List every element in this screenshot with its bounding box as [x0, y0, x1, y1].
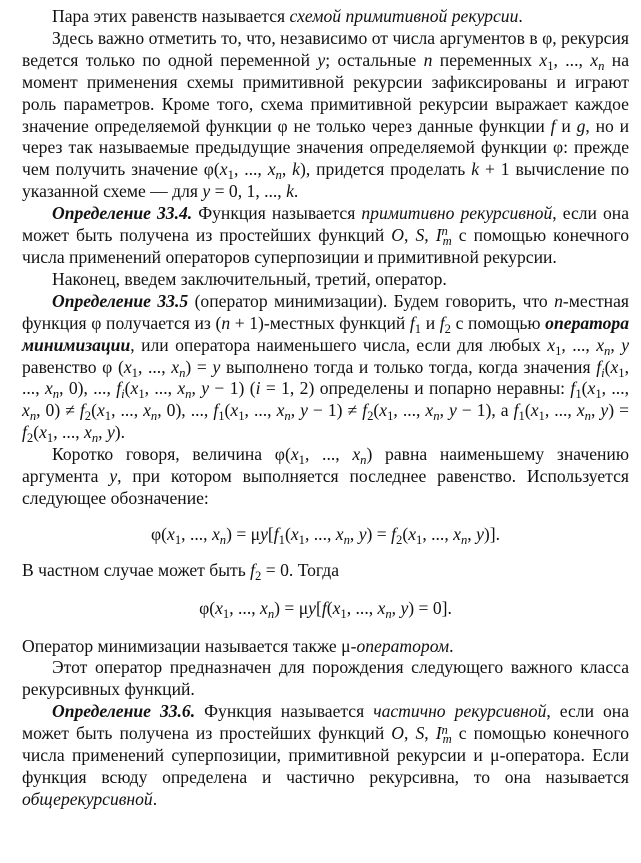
text-segment: , при котором выполняется последнее равенство. Используется следующее обозначение:	[22, 466, 629, 508]
text-segment: n	[584, 409, 591, 424]
text-segment: ; остальные	[325, 49, 424, 70]
text-segment: .	[449, 635, 454, 656]
text-segment: [	[267, 523, 274, 544]
text-segment: с помощью	[450, 312, 546, 333]
text-segment: n	[598, 58, 605, 73]
text-segment: f	[213, 400, 219, 421]
text-segment: k	[286, 181, 294, 202]
text-segment: 2	[444, 321, 451, 336]
text-segment: (	[373, 400, 380, 421]
text-segment: ,	[590, 400, 601, 421]
text-segment: , ...,	[137, 356, 172, 377]
text-segment: S	[415, 225, 425, 246]
text-segment: ) = 0].	[408, 597, 452, 618]
text-segment: n	[433, 409, 440, 424]
text-segment: .	[152, 788, 158, 809]
text-segment: ) =	[608, 400, 629, 421]
text-segment: x	[143, 400, 151, 421]
text-segment: x	[177, 378, 186, 399]
text-segment: 1	[104, 409, 112, 424]
text-segment: примитивно рекурсивной	[361, 203, 553, 224]
text-segment: Наконец, введем заключительный, третий, оператор.	[52, 268, 447, 289]
text-segment: x	[167, 523, 175, 544]
text-segment: 1	[414, 321, 422, 336]
text-segment: y	[109, 466, 118, 487]
text-segment: n	[554, 290, 563, 311]
text-segment: x	[377, 597, 386, 618]
paragraph-p3	[22, 203, 629, 269]
text-segment: f	[362, 400, 368, 421]
text-segment: -местная функция φ получается из (	[22, 290, 629, 333]
text-segment: оператором	[356, 635, 450, 656]
text-segment: n	[150, 409, 158, 424]
text-segment: , но и через так называемые предыдущие значения определяемой функции φ: прежде чем получить значение φ(	[22, 115, 629, 180]
text-segment: f	[513, 400, 519, 421]
text-segment: (оператор минимизации). Будем говорить, что	[188, 290, 555, 311]
text-segment: , ...,	[346, 597, 378, 618]
text-segment: y	[212, 356, 221, 377]
text-segment: x	[171, 356, 180, 377]
text-segment: 1	[227, 168, 234, 183]
text-segment: ), придется проделать	[299, 159, 472, 180]
text-segment: 1	[547, 58, 554, 73]
text-segment: x	[408, 523, 416, 544]
text-segment: ,	[290, 400, 301, 421]
text-segment: x	[587, 378, 596, 399]
text-segment: n	[221, 312, 231, 333]
text-segment: n	[52, 387, 60, 402]
text-segment: .	[293, 181, 299, 202]
text-segment: x	[332, 597, 341, 618]
text-segment: 1	[238, 409, 245, 424]
text-segment: n	[91, 431, 99, 446]
definition-label: Определение 33.6.	[52, 701, 196, 722]
text-segment: y	[260, 523, 268, 544]
formula-f2	[22, 598, 629, 620]
text-segment: (	[33, 422, 40, 443]
text-segment: 2	[367, 409, 374, 424]
text-segment: x	[22, 400, 30, 421]
text-segment: O	[391, 225, 405, 246]
text-segment: f	[273, 523, 279, 544]
text-segment: (	[326, 597, 333, 618]
text-segment: , ...,	[144, 378, 178, 399]
text-segment: с помощью конечного числа применений суперпозиции, примитивной рекурсии и μ-оператора. Если функция всюду определена и частично рекурсивна, то она называется	[22, 723, 630, 787]
text-segment: f	[22, 422, 27, 443]
text-segment: x	[596, 334, 605, 355]
text-segment: + 1 вычисление по указанной схеме — для	[22, 159, 629, 202]
text-segment: 1	[46, 431, 54, 446]
text-segment: ) =	[366, 523, 392, 544]
text-segment: Пара этих равенств называется	[52, 6, 290, 26]
text-segment: − 1) (	[209, 378, 256, 399]
text-segment: n	[441, 722, 448, 737]
text-segment: x	[96, 400, 105, 421]
text-segment: f	[596, 356, 602, 377]
text-segment: f	[570, 378, 576, 399]
text-segment: ,	[610, 334, 622, 355]
text-segment: n	[267, 606, 275, 621]
text-segment: f	[79, 400, 85, 421]
text-segment: f	[391, 523, 396, 544]
text-segment: 2	[396, 532, 403, 547]
text-segment: n	[441, 224, 448, 239]
text-segment: φ(	[150, 523, 167, 544]
text-segment: Функция называется	[195, 701, 374, 722]
text-segment: y	[317, 49, 326, 70]
text-segment: 1	[174, 532, 182, 547]
text-segment: n	[604, 343, 611, 358]
text-segment: x	[539, 49, 548, 70]
text-segment: , ...,	[304, 523, 336, 544]
text-segment: y	[476, 523, 484, 544]
paragraph-p1	[22, 6, 629, 28]
text-segment: n	[385, 606, 392, 621]
text-segment: общерекурсивной	[22, 788, 153, 809]
text-segment: , ...,	[553, 49, 591, 70]
text-segment: 1	[595, 387, 602, 402]
text-segment: (	[284, 523, 291, 544]
text-segment: O	[391, 723, 405, 744]
text-segment: , ...,	[53, 422, 85, 443]
text-segment: Коротко говоря, величина φ(	[52, 444, 291, 465]
text-segment: φ(	[199, 597, 216, 618]
text-segment: ) = μ	[226, 523, 261, 544]
text-segment: n	[185, 387, 192, 402]
text-segment: ,	[191, 378, 202, 399]
text-segment: 1	[555, 343, 562, 358]
text-segment: ,	[467, 523, 477, 544]
text-segment: y	[400, 597, 409, 618]
text-segment: , если она может быть получена из простейших функций	[22, 203, 630, 246]
text-segment: , ...,	[601, 378, 629, 399]
text-segment: y	[448, 400, 457, 421]
text-segment: ,	[404, 225, 416, 246]
text-segment: x	[230, 400, 239, 421]
text-segment: с помощью конечного числа применений операторов суперпозиции и примитивной рекурсии.	[22, 225, 630, 267]
text-segment: x	[610, 356, 619, 377]
text-segment: x	[39, 422, 47, 443]
text-segment: f	[409, 312, 415, 333]
text-segment: 1	[387, 409, 394, 424]
formula-f1	[22, 524, 629, 546]
text-segment: , если она может быть получена из простейших функций	[22, 701, 630, 744]
text-segment: x	[219, 159, 228, 180]
text-segment: = 1, 2) определены и попарно неравны:	[260, 378, 571, 399]
text-segment: ,	[349, 523, 359, 544]
text-segment: и	[555, 115, 577, 136]
text-segment: y	[202, 181, 211, 202]
definition-label: Определение 33.4.	[52, 203, 193, 224]
paragraph-p9	[22, 657, 629, 701]
text-segment: , ...,	[181, 523, 212, 544]
text-segment: , 0), ...,	[157, 400, 214, 421]
text-segment: В частном случае может быть	[22, 559, 251, 580]
text-segment: равенство φ (	[22, 356, 124, 377]
text-segment: x	[84, 422, 92, 443]
text-segment: ) = μ	[274, 597, 309, 618]
text-segment: y	[201, 378, 210, 399]
text-segment: m	[442, 732, 452, 747]
text-segment: ,	[424, 723, 436, 744]
text-segment: , ...,	[111, 400, 144, 421]
text-segment: x	[425, 400, 434, 421]
text-segment: выполнено тогда и только тогда, когда значения	[220, 356, 597, 377]
text-segment: 1	[538, 409, 545, 424]
paragraph-p6	[22, 444, 629, 510]
text-segment: y	[308, 597, 316, 618]
text-segment: n	[29, 409, 37, 424]
text-segment: k	[292, 159, 300, 180]
text-segment: + 1)-местных функций	[230, 312, 410, 333]
text-segment: 1	[416, 532, 423, 547]
text-segment: y	[358, 523, 367, 544]
text-segment: x	[530, 400, 539, 421]
text-segment: n	[460, 532, 468, 547]
text-segment: k	[471, 159, 480, 180]
text-segment: (	[402, 523, 409, 544]
text-segment: i	[255, 378, 261, 399]
text-segment: y	[300, 400, 308, 421]
text-segment: на момент применения схемы примитивной рекурсии зафиксированы и играют роль параметров. Кроме того, схема примитивной рекурсии выражает каждое значение определяемой функции φ не только через данные функции	[22, 49, 630, 136]
text-segment: ,	[439, 400, 449, 421]
text-segment: , ...,	[233, 159, 268, 180]
text-segment: x	[335, 523, 344, 544]
text-segment: n	[219, 532, 227, 547]
text-segment: f	[439, 312, 445, 333]
text-segment: , ...,	[422, 523, 454, 544]
text-segment: x	[547, 334, 556, 355]
text-segment: , ...,	[561, 334, 597, 355]
text-segment: x	[352, 444, 361, 465]
text-segment: x	[290, 444, 299, 465]
text-segment: , ...,	[544, 400, 577, 421]
text-segment: S	[415, 723, 425, 744]
paragraph-p4	[22, 269, 629, 291]
text-segment: переменных	[432, 49, 540, 70]
text-segment: ,	[404, 723, 416, 744]
text-segment: 1	[218, 409, 225, 424]
text-segment: схемой примитивной рекурсии	[289, 6, 519, 26]
text-segment: , или оператора наименьшего числа, если для любых	[130, 334, 548, 355]
text-segment: ,	[391, 597, 401, 618]
text-segment: 1	[575, 387, 582, 402]
paragraph-p5	[22, 291, 629, 444]
text-segment: ) =	[185, 356, 213, 377]
text-segment: 2	[84, 409, 92, 424]
text-segment: x	[215, 597, 223, 618]
text-segment: ,	[98, 422, 107, 443]
text-segment: = 0. Тогда	[261, 559, 340, 580]
text-segment: (	[224, 400, 231, 421]
text-segment: n	[343, 532, 350, 547]
text-segment: x	[267, 159, 276, 180]
text-segment: x	[260, 597, 268, 618]
text-segment: x	[44, 378, 53, 399]
text-segment: n	[275, 168, 282, 183]
text-segment: x	[211, 523, 220, 544]
text-segment: (	[91, 400, 97, 421]
text-segment: 1	[131, 365, 138, 380]
paragraph-p8	[22, 636, 629, 658]
text-segment: 1	[298, 453, 305, 468]
text-segment: ).	[114, 422, 126, 443]
text-segment: − 1) ≠	[307, 400, 363, 421]
text-segment: Здесь важно отметить то, что, независимо от числа аргументов в φ, рекурсия ведется только по одной переменной	[22, 27, 629, 70]
text-segment: x	[276, 400, 285, 421]
text-segment: (	[604, 356, 611, 377]
text-segment: 1	[340, 606, 347, 621]
text-segment: (	[124, 378, 131, 399]
text-segment: , ...,	[244, 400, 277, 421]
text-segment: i	[601, 365, 605, 380]
text-segment: 1	[518, 409, 525, 424]
text-segment: y	[600, 400, 609, 421]
text-segment: )].	[483, 523, 500, 544]
text-segment: и	[421, 312, 440, 333]
text-segment: ) равна наименьшему значению аргумента	[22, 444, 629, 487]
text-segment: x	[123, 356, 132, 377]
text-segment: g	[576, 115, 586, 136]
text-segment: x	[130, 378, 139, 399]
text-segment: [	[315, 597, 322, 618]
text-segment: y	[106, 422, 115, 443]
text-segment: , 0) ≠	[36, 400, 80, 421]
text-segment: (	[524, 400, 531, 421]
text-segment: , ...,	[393, 400, 426, 421]
text-segment: , ...,	[229, 597, 261, 618]
text-segment: f	[321, 597, 327, 618]
text-segment: ,	[424, 225, 436, 246]
text-segment: 2	[255, 568, 262, 583]
text-segment: f	[116, 378, 122, 399]
text-segment: (	[581, 378, 588, 399]
text-segment: x	[576, 400, 585, 421]
text-segment: .	[518, 6, 523, 26]
text-segment: 1	[298, 532, 305, 547]
paragraph-p10	[22, 701, 629, 811]
text-segment: , 0), ...,	[59, 378, 117, 399]
paragraph-p7	[22, 560, 629, 582]
text-segment: n	[284, 409, 291, 424]
text-segment: 1	[138, 387, 145, 402]
text-segment: n	[423, 49, 433, 70]
text-segment: = 0, 1, ...,	[210, 181, 287, 202]
text-segment: ,	[281, 159, 293, 180]
text-segment: f	[250, 559, 256, 580]
text-segment: частично рекурсивной	[373, 701, 547, 722]
text-segment: Функция называется	[192, 203, 362, 224]
text-segment: I	[435, 723, 442, 744]
text-segment: x	[453, 523, 461, 544]
text-segment: n	[360, 453, 367, 468]
text-segment: n	[179, 365, 186, 380]
text-segment: , ...,	[304, 444, 353, 465]
text-segment: f	[550, 115, 556, 136]
definition-label: оператора минимизации	[22, 312, 629, 355]
text-segment: , ...,	[22, 356, 630, 399]
text-segment: x	[379, 400, 388, 421]
text-segment: Оператор минимизации называется также μ-	[22, 635, 357, 656]
paragraph-p2	[22, 28, 629, 203]
text-segment: 2	[26, 431, 34, 446]
text-segment: I	[435, 225, 442, 246]
text-segment: x	[590, 49, 599, 70]
text-segment: − 1), а	[456, 400, 514, 421]
definition-label: Определение 33.5	[52, 290, 189, 311]
text-segment: 1	[278, 532, 285, 547]
text-segment: 1	[618, 365, 625, 380]
text-segment: m	[442, 234, 452, 249]
text-segment: y	[621, 334, 630, 355]
text-segment: 1	[222, 606, 230, 621]
text-segment: i	[121, 387, 125, 402]
text-segment: x	[290, 523, 299, 544]
text-segment: Этот оператор предназначен для порождения следующего важного класса рекурсивных функций.	[22, 657, 629, 700]
